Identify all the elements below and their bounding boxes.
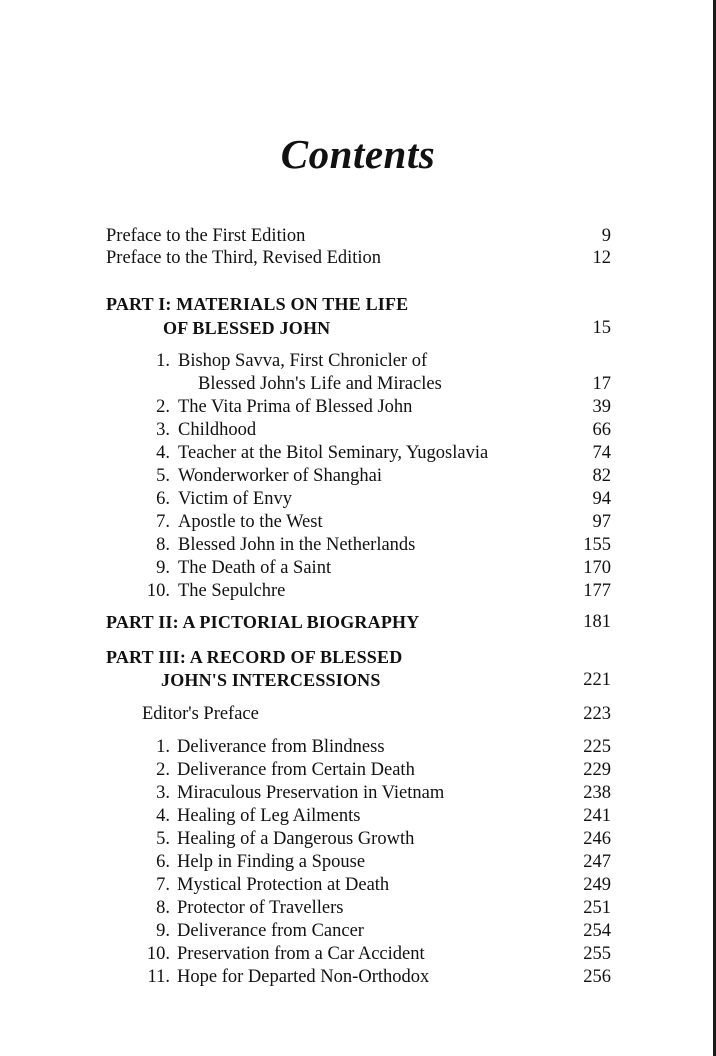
chapter-title-line1: Bishop Savva, First Chronicler of <box>178 351 428 371</box>
part-heading-line2: OF BLESSED JOHN <box>163 318 331 338</box>
chapter-number: 6. <box>156 852 170 872</box>
toc-entry[interactable] <box>0 873 716 897</box>
chapter-title: Protector of Travellers <box>177 898 344 918</box>
toc-entry-page: 241 <box>583 806 611 826</box>
chapter-title: Deliverance from Certain Death <box>177 760 415 780</box>
part-heading[interactable] <box>0 316 716 340</box>
chapter-number: 11. <box>147 967 170 987</box>
toc-entry[interactable] <box>0 804 716 828</box>
toc-entry[interactable] <box>0 850 716 874</box>
chapter-title: Wonderworker of Shanghai <box>178 466 383 486</box>
toc-entry-page: 249 <box>583 875 611 895</box>
toc-entry-page: 177 <box>583 581 611 601</box>
chapter-title: Teacher at the Bitol Seminary, Yugoslavia <box>178 443 489 463</box>
toc-entry-page: 256 <box>583 967 611 987</box>
chapter-number: 7. <box>156 875 170 895</box>
toc-entry[interactable] <box>0 556 716 580</box>
part-heading-page: 221 <box>583 670 611 690</box>
toc-entry[interactable] <box>0 702 716 726</box>
toc-entry-page: 254 <box>583 921 611 941</box>
chapter-number: 7. <box>156 512 170 532</box>
toc-entry[interactable] <box>0 349 716 373</box>
page-title: Contents <box>280 131 436 177</box>
toc-entry-page: 225 <box>583 737 611 757</box>
chapter-number: 8. <box>156 535 170 555</box>
editors-preface-title: Editor's Preface <box>142 704 259 724</box>
toc-entry[interactable] <box>0 441 716 465</box>
chapter-title: The Sepulchre <box>178 581 286 601</box>
chapter-number: 10. <box>146 944 170 964</box>
part-heading[interactable] <box>0 645 716 669</box>
chapter-number: 3. <box>156 420 170 440</box>
chapter-number: 2. <box>156 397 170 417</box>
toc-entry-page: 9 <box>601 226 611 246</box>
chapter-number: 10. <box>146 581 170 601</box>
toc-entry[interactable] <box>0 395 716 419</box>
toc-entry-page: 17 <box>592 374 611 394</box>
part-heading[interactable] <box>0 292 716 316</box>
chapter-title: Help in Finding a Spouse <box>177 852 366 872</box>
toc-entry-page: 155 <box>583 535 611 555</box>
toc-entry-page: 246 <box>583 829 611 849</box>
part-heading-page: 181 <box>583 612 611 632</box>
part-heading-line1: PART III: A RECORD OF BLESSED <box>106 647 403 667</box>
toc-entry[interactable] <box>0 224 716 248</box>
toc-entry[interactable] <box>0 418 716 442</box>
part-heading[interactable] <box>0 610 716 634</box>
chapter-title: The Death of a Saint <box>178 558 332 578</box>
chapter-number: 4. <box>156 806 170 826</box>
toc-entry-title: Preface to the First Edition <box>106 226 306 246</box>
part-heading[interactable] <box>0 668 716 692</box>
toc-entry[interactable] <box>0 246 716 270</box>
chapter-number: 5. <box>156 466 170 486</box>
toc-entry[interactable] <box>0 965 716 989</box>
chapter-number: 6. <box>156 489 170 509</box>
chapter-title-line2: Blessed John's Life and Miracles <box>198 374 442 394</box>
chapter-number: 8. <box>156 898 170 918</box>
chapter-title: Healing of Leg Ailments <box>177 806 361 826</box>
toc-entry-title: Preface to the Third, Revised Edition <box>106 248 382 268</box>
chapter-title: Deliverance from Blindness <box>177 737 385 757</box>
toc-entry-page: 74 <box>592 443 611 463</box>
chapter-number: 4. <box>156 443 170 463</box>
chapter-title: Victim of Envy <box>178 489 292 509</box>
toc-entry-page: 12 <box>592 248 611 268</box>
chapter-title: Preservation from a Car Accident <box>177 944 425 964</box>
toc-entry-page: 170 <box>583 558 611 578</box>
toc-entry[interactable] <box>0 942 716 966</box>
chapter-title: Hope for Departed Non-Orthodox <box>177 967 430 987</box>
part-heading-line1: PART II: A PICTORIAL BIOGRAPHY <box>106 612 420 632</box>
toc-entry[interactable] <box>0 533 716 557</box>
chapter-title: The Vita Prima of Blessed John <box>178 397 413 417</box>
toc-entry[interactable] <box>0 464 716 488</box>
toc-entry[interactable] <box>0 827 716 851</box>
toc-entry-page: 247 <box>583 852 611 872</box>
chapter-number: 9. <box>156 921 170 941</box>
chapter-title: Miraculous Preservation in Vietnam <box>177 783 445 803</box>
chapter-title: Mystical Protection at Death <box>177 875 390 895</box>
toc-entry[interactable] <box>0 781 716 805</box>
toc-entry-page: 97 <box>592 512 611 532</box>
toc-entry[interactable] <box>0 579 716 603</box>
chapter-title: Healing of a Dangerous Growth <box>177 829 415 849</box>
chapter-title: Apostle to the West <box>178 512 323 532</box>
toc-entry[interactable] <box>0 510 716 534</box>
toc-entry[interactable] <box>0 758 716 782</box>
chapter-title: Childhood <box>178 420 257 440</box>
chapter-number: 1. <box>156 737 170 757</box>
toc-entry-page: 94 <box>592 489 611 509</box>
toc-entry-page: 229 <box>583 760 611 780</box>
toc-entry-page: 251 <box>583 898 611 918</box>
chapter-number: 3. <box>156 783 170 803</box>
toc-entry-page: 238 <box>583 783 611 803</box>
toc-entry-page: 39 <box>592 397 611 417</box>
toc-entry[interactable] <box>0 919 716 943</box>
toc-entry-page: 255 <box>583 944 611 964</box>
toc-entry[interactable] <box>0 735 716 759</box>
chapter-title: Blessed John in the Netherlands <box>178 535 416 555</box>
toc-entry-page: 223 <box>583 704 611 724</box>
toc-entry[interactable] <box>0 896 716 920</box>
toc-entry[interactable] <box>0 372 716 396</box>
chapter-number: 2. <box>156 760 170 780</box>
toc-entry-page: 82 <box>592 466 611 486</box>
part-heading-page: 15 <box>592 318 611 338</box>
part-heading-line1: PART I: MATERIALS ON THE LIFE <box>106 294 409 314</box>
chapter-title: Deliverance from Cancer <box>177 921 364 941</box>
toc-entry-page: 66 <box>592 420 611 440</box>
chapter-number: 1. <box>156 351 170 371</box>
toc-entry[interactable] <box>0 487 716 511</box>
part-heading-line2: JOHN'S INTERCESSIONS <box>161 670 381 690</box>
chapter-number: 9. <box>156 558 170 578</box>
chapter-number: 5. <box>156 829 170 849</box>
